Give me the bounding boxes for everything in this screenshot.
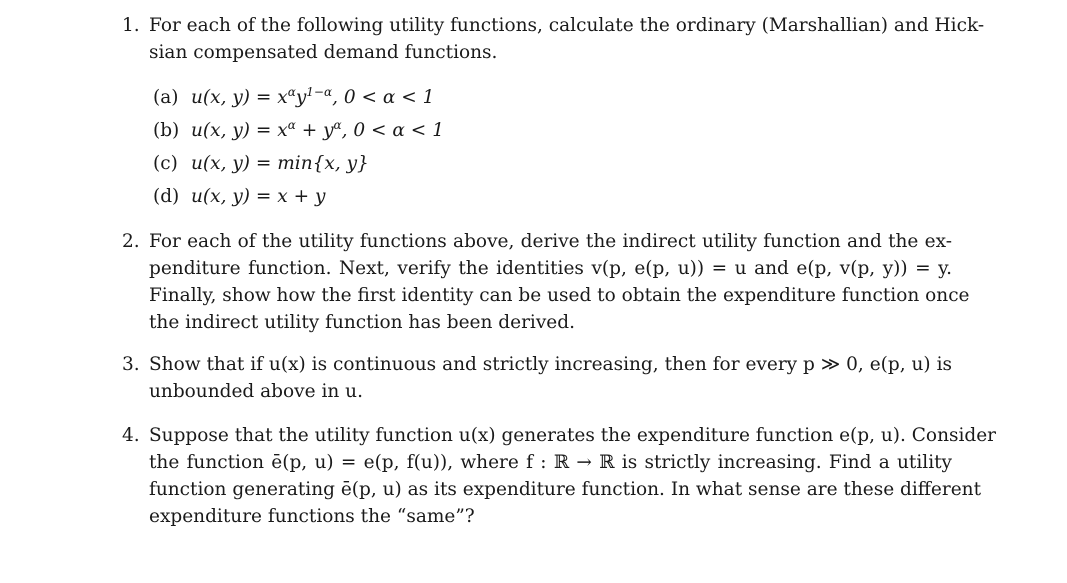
subitem-d bbox=[153, 183, 325, 210]
subitem-c bbox=[153, 150, 369, 177]
subitem-label: (c) bbox=[153, 153, 178, 174]
problem-line: Show that if u(x) is continuous and strictly increasing, then for every p ≫ 0, e(p, u) is bbox=[149, 354, 952, 375]
problem-line: Suppose that the utility function u(x) generates the expenditure function e(p, u). Consider bbox=[149, 425, 997, 446]
subitem-label: (d) bbox=[153, 186, 180, 207]
problem-line: expenditure functions the “same”? bbox=[149, 506, 475, 527]
problem-line: function generating ē(p, u) as its expenditure function. In what sense are these different bbox=[149, 479, 982, 500]
problem-line: the function ē(p, u) = e(p, f(u)), where f : ℝ → ℝ is strictly increasing. Find a utility bbox=[149, 452, 952, 473]
subitem-b bbox=[153, 117, 444, 144]
formula-part: + y bbox=[295, 120, 334, 141]
problem-2 bbox=[122, 228, 970, 336]
problem-line: sian compensated demand functions. bbox=[149, 42, 498, 63]
formula-exponent: α bbox=[287, 118, 296, 132]
subitem-label: (a) bbox=[153, 87, 179, 108]
problem-line: For each of the following utility functions, calculate the ordinary (Marshallian) and Hick- bbox=[149, 15, 985, 36]
formula-exponent: α bbox=[287, 85, 296, 99]
subitem-label: (b) bbox=[153, 120, 180, 141]
formula-part: , 0 < α < 1 bbox=[332, 87, 435, 108]
formula-part: u(x, y) = x bbox=[191, 87, 288, 108]
problem-line: unbounded above in u. bbox=[149, 381, 363, 402]
problem-number: 1. bbox=[122, 15, 140, 36]
formula-part: y bbox=[295, 87, 307, 108]
formula-part: u(x, y) = x + y bbox=[191, 186, 326, 207]
problem-line: penditure function. Next, verify the identities v(p, e(p, u)) = u and e(p, v(p, y)) = y. bbox=[149, 258, 952, 279]
formula-part: u(x, y) = min{x, y} bbox=[191, 153, 369, 174]
problem-3 bbox=[122, 351, 952, 405]
problem-line: Finally, show how the first identity can be used to obtain the expenditure function once bbox=[149, 285, 970, 306]
formula-part: , 0 < α < 1 bbox=[341, 120, 444, 141]
problem-line: the indirect utility function has been derived. bbox=[149, 312, 575, 333]
problem-number: 3. bbox=[122, 354, 140, 375]
subitem-a bbox=[153, 84, 434, 111]
problem-number: 4. bbox=[122, 425, 140, 446]
problem-line: For each of the utility functions above, derive the indirect utility function and the ex- bbox=[149, 231, 952, 252]
formula-exponent: 1−α bbox=[306, 85, 333, 99]
formula-exponent: α bbox=[333, 118, 342, 132]
problem-number: 2. bbox=[122, 231, 140, 252]
problem-4 bbox=[122, 422, 997, 530]
formula-part: u(x, y) = x bbox=[191, 120, 288, 141]
problem-1 bbox=[122, 12, 985, 66]
